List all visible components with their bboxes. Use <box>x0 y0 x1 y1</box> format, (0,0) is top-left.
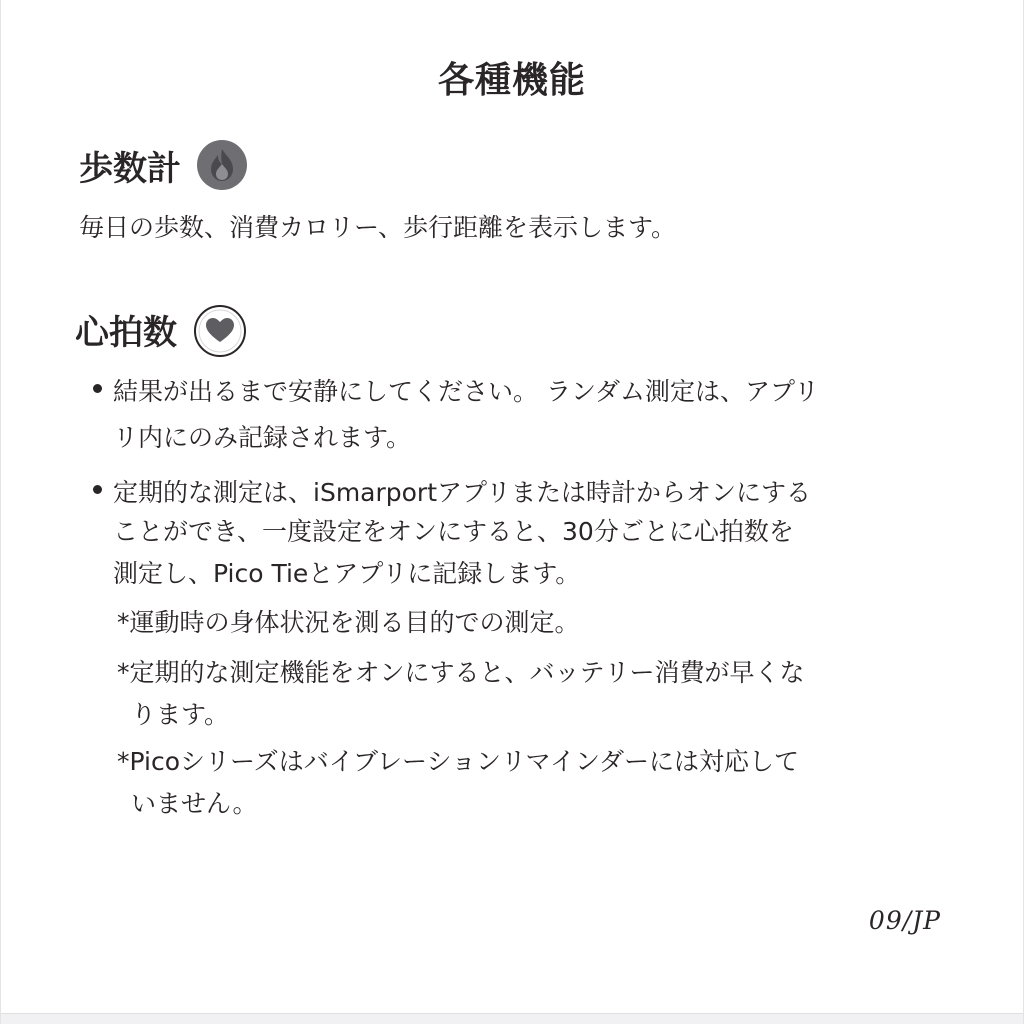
bottom-strip <box>1 1013 1023 1024</box>
bullet-dot <box>93 384 102 393</box>
heart-rate-bullet2-line2: ことができ、一度設定をオンにすると、30分ごとに心拍数を <box>113 517 794 546</box>
heart-rate-heading <box>75 304 243 354</box>
heart-rate-bullet2-line1: 定期的な測定は、iSmarportアプリまたは時計からオンにする <box>113 478 812 507</box>
bullet-dot <box>93 485 102 494</box>
heart-rate-bullet1-line1: 結果が出るまで安静にしてください。 ランダム測定は、アプリ <box>113 377 819 406</box>
note-battery-line1: *定期的な測定機能をオンにすると、バッテリー消費が早くな <box>117 658 805 687</box>
note-vibration-line2: いません。 <box>131 789 258 818</box>
heart-rate-heading-text: 心拍数 <box>75 312 177 353</box>
pedometer-heading <box>79 140 247 190</box>
heart-rate-bullet2-line3: 測定し、Pico Tieとアプリに記録します。 <box>113 559 581 588</box>
pedometer-description: 毎日の歩数、消費カロリー、歩行距離を表示します。 <box>79 213 677 242</box>
heart-icon <box>193 304 243 354</box>
note-exercise: *運動時の身体状況を測る目的での測定。 <box>117 608 580 637</box>
flame-icon <box>197 140 247 190</box>
heart-rate-bullet1-line2: リ内にのみ記録されます。 <box>113 423 412 452</box>
pedometer-heading-text: 歩数計 <box>79 148 181 189</box>
page-title: 各種機能 <box>437 60 586 101</box>
note-battery-line2: ります。 <box>131 700 230 729</box>
note-vibration-line1: *Picoシリーズはバイブレーションリマインダーには対応して <box>117 747 800 776</box>
page-number: 09/JP <box>868 906 941 935</box>
